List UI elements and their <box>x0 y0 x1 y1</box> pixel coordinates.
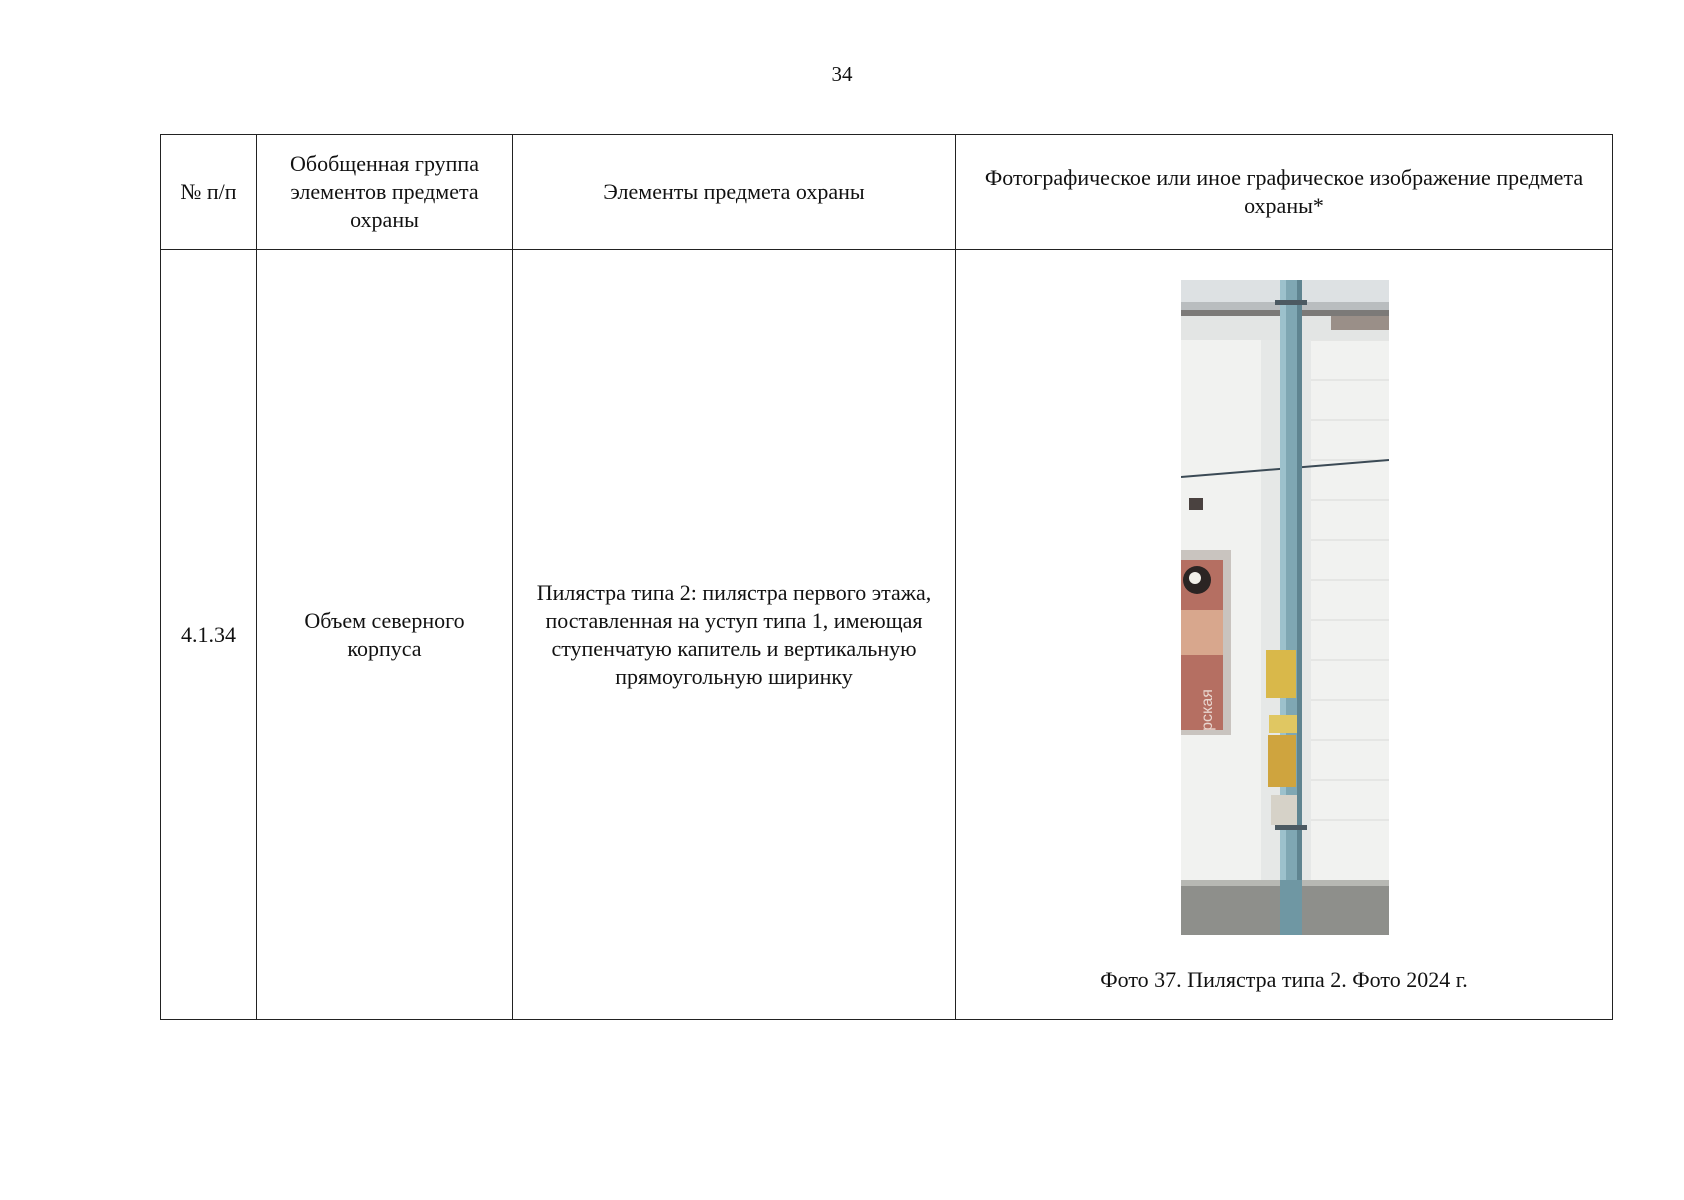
pilaster-photo <box>1181 280 1389 935</box>
table-row <box>161 250 1613 1020</box>
photo-caption: Фото 37. Пилястра типа 2. Фото 2024 г. <box>1100 967 1468 992</box>
row-group: Объем северного корпуса <box>257 250 513 1020</box>
header-elements: Элементы предмета охраны <box>513 135 956 250</box>
row-image-cell <box>956 250 1613 1020</box>
poster-text: рская <box>1199 689 1216 731</box>
row-elements: Пилястра типа 2: пилястра первого этажа, поставленная на уступ типа 1, имеющая ступенчатую капитель и вертикальную прямоугольную ширинку <box>513 250 956 1020</box>
table-header-row <box>161 135 1613 250</box>
header-num: № п/п <box>161 135 257 250</box>
page-number: 34 <box>831 62 853 86</box>
protection-table <box>160 134 1613 1020</box>
header-group: Обобщенная группа элементов предмета охраны <box>257 135 513 250</box>
header-image: Фотографическое или иное графическое изображение предмета охраны* <box>956 135 1613 250</box>
row-num: 4.1.34 <box>161 250 257 1020</box>
